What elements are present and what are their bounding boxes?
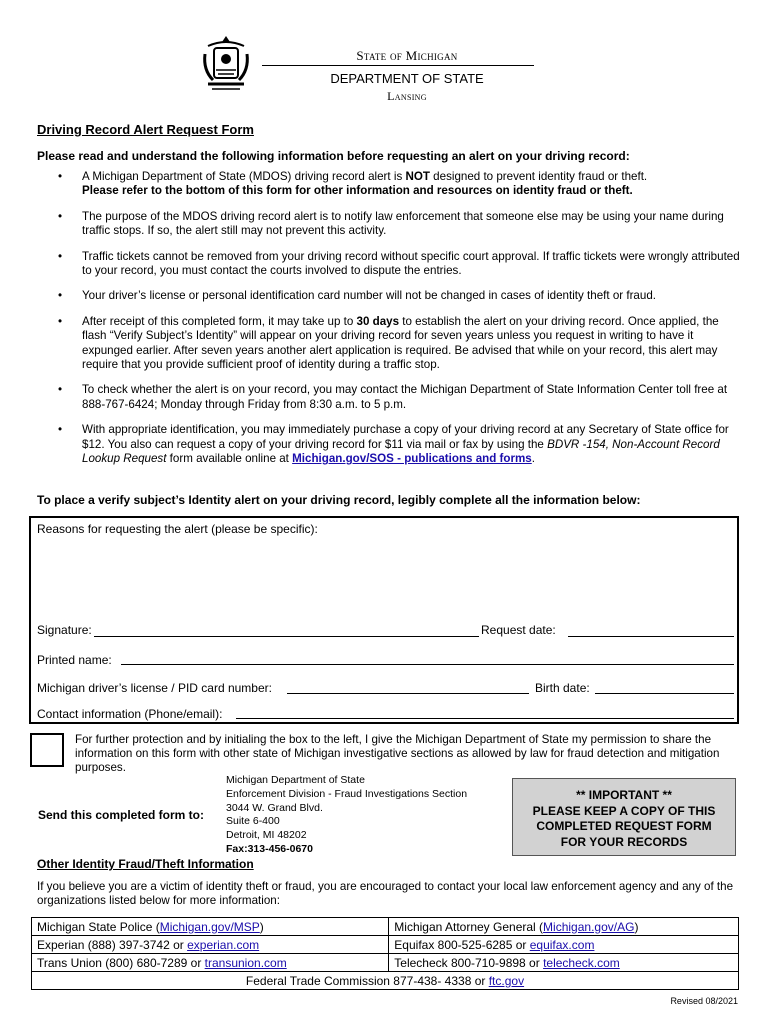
table-cell: Michigan State Police (Michigan.gov/MSP): [32, 918, 389, 936]
telecheck-link[interactable]: telecheck.com: [543, 955, 620, 970]
bullet-item: • With appropriate identification, you may immediately purchase a copy of your driving record at any Secretary of State office for $12. You also can request a copy of your driving record for $11 via mail or fax by using the BDVR -154, Non-Account Record Lookup Request form available online at Michigan.gov/SOS - publications and forms.: [40, 423, 745, 466]
equifax-link[interactable]: equifax.com: [529, 937, 595, 952]
bullet-item: • The purpose of the MDOS driving record alert is to notify law enforcement that someone else may be using your name during traffic stops. If so, the alert still may not prevent this activity.: [40, 210, 745, 239]
form-title: Driving Record Alert Request Form: [37, 122, 254, 137]
important-notice: [512, 778, 736, 856]
ftc-link[interactable]: ftc.gov: [488, 973, 525, 988]
mailing-address: [226, 774, 467, 857]
table-row: [32, 918, 739, 936]
birth-date-label: Birth date:: [535, 681, 590, 695]
signature-field[interactable]: [94, 636, 479, 637]
printed-name-label: Printed name:: [37, 653, 112, 667]
table-cell: Experian (888) 397-3742 or experian.com: [32, 936, 389, 954]
info-bullets: [40, 170, 745, 478]
ag-link[interactable]: Michigan.gov/AG: [543, 919, 635, 934]
signature-label: Signature:: [37, 623, 92, 637]
printed-name-field[interactable]: [121, 664, 734, 665]
contact-label: Contact information (Phone/email):: [37, 707, 223, 721]
request-date-field[interactable]: [568, 636, 734, 637]
send-label: Send this completed form to:: [38, 808, 205, 822]
transunion-link[interactable]: transunion.com: [204, 955, 287, 970]
table-cell: Equifax 800-525-6285 or equifax.com: [389, 936, 739, 954]
experian-link[interactable]: experian.com: [187, 937, 260, 952]
other-info-text: If you believe you are a victim of identity theft or fraud, you are encouraged to contact your local law enforcement agency and any of the organizations listed below for more information:: [37, 880, 734, 907]
address-line: Suite 6-400: [226, 815, 280, 828]
table-cell: Federal Trade Commission 877-438- 4338 or ftc.gov: [32, 972, 739, 990]
table-cell: Telecheck 800-710-9898 or telecheck.com: [389, 954, 739, 972]
consent-text: For further protection and by initialing the box to the left, I give the Michigan Department of State my permission to share the information on this form with other state of Michigan investigative sections as allowed by law for fraud detection and mitigation purposes.: [75, 733, 720, 774]
important-line: FOR YOUR RECORDS: [560, 834, 688, 849]
address-line: Enforcement Division - Fraud Investigations Section: [226, 787, 468, 800]
place-instruction: To place a verify subject’s Identity alert on your driving record, legibly complete all the information below:: [37, 493, 641, 507]
bullet-item: • To check whether the alert is on your record, you may contact the Michigan Department of State Information Center toll free at 888-767-6424; Monday through Friday from 8:30 a.m. to 5 p.m.: [40, 383, 745, 412]
request-form-box: [29, 516, 739, 724]
important-line: ** IMPORTANT **: [576, 788, 672, 802]
state-name: State of Michigan: [356, 48, 458, 63]
address-line: 3044 W. Grand Blvd.: [226, 801, 323, 814]
msp-link[interactable]: Michigan.gov/MSP: [159, 919, 260, 934]
bullet-item: • A Michigan Department of State (MDOS) driving record alert is NOT designed to prevent identity fraud or theft. Please refer to the bottom of this form for other information and resources on identity fraud or theft.: [40, 170, 745, 199]
license-label: Michigan driver’s license / PID card number:: [37, 681, 272, 695]
birth-date-field[interactable]: [595, 693, 734, 694]
department-name: DEPARTMENT OF STATE: [330, 71, 484, 86]
reasons-label: Reasons for requesting the alert (please be specific):: [37, 522, 318, 536]
intro-text: Please read and understand the following information before requesting an alert on your driving record:: [37, 149, 630, 163]
fax-number: Fax:313-456-0670: [226, 842, 313, 855]
table-cell: Trans Union (800) 680-7289 or transunion.com: [32, 954, 389, 972]
michigan-seal-icon: [200, 32, 252, 94]
license-field[interactable]: [287, 693, 529, 694]
other-info-title: Other Identity Fraud/Theft Information: [37, 857, 254, 871]
contact-field[interactable]: [236, 718, 734, 719]
bullet-item: • Traffic tickets cannot be removed from your driving record without specific court approval. If traffic tickets were wrongly attributed to your record, you must contact the courts involved to dispute the entries.: [40, 250, 745, 279]
table-row: [32, 936, 739, 954]
revision-date: Revised 08/2021: [670, 996, 738, 1006]
table-row: [32, 972, 739, 990]
initial-checkbox[interactable]: [30, 733, 64, 767]
resources-table: [31, 917, 739, 990]
city-name: Lansing: [387, 89, 427, 103]
header-divider: [262, 65, 534, 66]
bullet-item: • After receipt of this completed form, it may take up to 30 days to establish the alert on your driving record. Once applied, the flash “Verify Subject’s Identity” will appear on your driving record for seven years unless you request in writing to have it expunged earlier. After seven years another alert application is required. Be advised that while on your record, this alert may require that you provide sufficient proof of identity during a traffic stop.: [40, 315, 745, 373]
sos-publications-link[interactable]: Michigan.gov/SOS - publications and forms: [292, 452, 532, 466]
important-line: COMPLETED REQUEST FORM: [536, 819, 712, 833]
address-line: Michigan Department of State: [226, 774, 365, 786]
important-line: PLEASE KEEP A COPY OF THIS: [532, 803, 716, 818]
table-row: [32, 954, 739, 972]
reasons-field[interactable]: [37, 542, 729, 622]
address-line: Detroit, MI 48202: [226, 829, 307, 842]
table-cell: Michigan Attorney General (Michigan.gov/AG): [389, 918, 739, 936]
bullet-item: • Your driver’s license or personal identification card number will not be changed in cases of identity theft or fraud.: [40, 289, 745, 303]
request-date-label: Request date:: [481, 623, 556, 637]
